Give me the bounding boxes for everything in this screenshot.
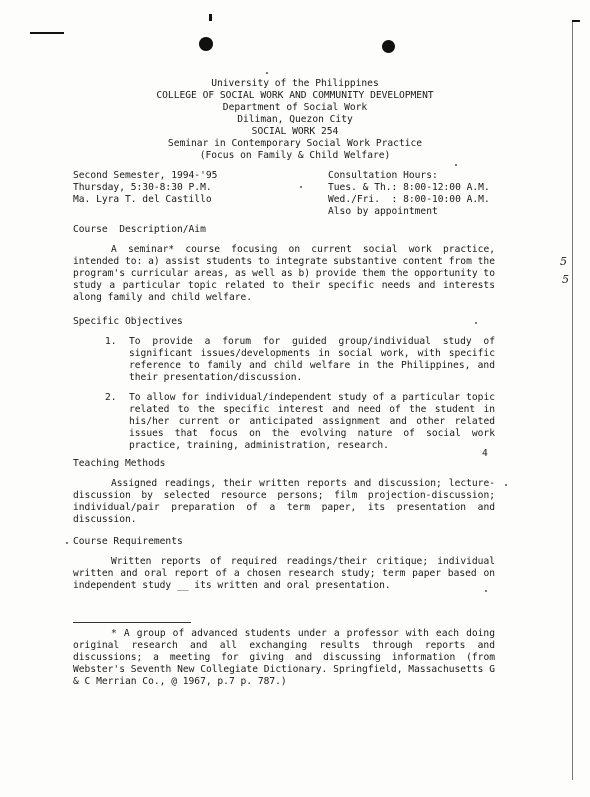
objective-number: 2. bbox=[105, 392, 117, 403]
consultation-heading: Consultation Hours: bbox=[328, 170, 438, 181]
university-name: University of the Philippines bbox=[211, 78, 379, 89]
location: Diliman, Quezon City bbox=[237, 114, 353, 125]
consultation-tue-thu: Tues. & Th.: 8:00-12:00 A.M. bbox=[328, 182, 490, 193]
objectives-heading: Specific Objectives bbox=[73, 316, 183, 327]
course-title: Seminar in Contemporary Social Work Practice bbox=[167, 138, 423, 149]
scan-speck bbox=[505, 484, 507, 486]
objective-text: To provide a forum for guided group/individual study of significant issues/developments in social work, with specific reference to family and child welfare in the Philippines, and their presentation/discussion. bbox=[129, 336, 495, 383]
handwritten-mark: 5 bbox=[562, 273, 569, 286]
footnote-rule bbox=[73, 622, 191, 623]
instructor: Ma. Lyra T. del Castillo bbox=[73, 194, 212, 205]
scan-speck bbox=[266, 72, 268, 74]
college-name: COLLEGE OF SOCIAL WORK AND COMMUNITY DEVELOPMENT bbox=[156, 90, 434, 101]
consultation-appointment: Also by appointment bbox=[328, 206, 438, 217]
scan-speck bbox=[485, 590, 487, 592]
objective-number: 1. bbox=[105, 336, 117, 347]
hole-punch-left bbox=[199, 37, 213, 51]
margin-tick-right bbox=[572, 20, 580, 22]
handwritten-mark: 5 bbox=[560, 255, 567, 268]
scan-dash-mark bbox=[30, 32, 64, 34]
scan-top-mark bbox=[209, 14, 212, 21]
semester: Second Semester, 1994-'95 bbox=[73, 170, 218, 181]
requirements-text: Written reports of required readings/their critique; individual written and oral report of a chosen research study; term paper based on independent study __ its written and oral presentation. bbox=[73, 556, 495, 591]
schedule: Thursday, 5:30-8:30 P.M. bbox=[73, 182, 212, 193]
scan-speck bbox=[66, 542, 68, 544]
scan-speck bbox=[455, 164, 457, 166]
scan-speck bbox=[300, 186, 302, 188]
course-code: SOCIAL WORK 254 bbox=[251, 126, 339, 137]
methods-text: Assigned readings, their written reports and discussion; lecture-discussion by selected resource persons; film projection-discussion; individual/pair preparation of a term paper, its presentation and discussion. bbox=[73, 478, 495, 525]
objective-text: To allow for individual/independent study of a particular topic related to the specific interest and need of the student in his/her current or anticipated assignment and other related issues that focus on the evolving nature of social work practice, training, administration, research. bbox=[129, 392, 495, 451]
footnote-text: * A group of advanced students under a professor with each doing original research and all exchanging results through reports and discussions; a meeting for giving and discussing information (from Webster's Seventh New Collegiate Dictionary. Springfield, Massachusetts G & C Merrian Co., @ 1967, p.7 p. 787.) bbox=[73, 628, 495, 687]
department-name: Department of Social Work bbox=[222, 102, 368, 113]
description-heading: Course Description/Aim bbox=[73, 224, 206, 235]
description-text: A seminar* course focusing on current social work practice, intended to: a) assist students to integrate substantive content from the program's curricular areas, as well as b) provide them the opportunity to study a particular topic related to their specific needs and interests along family and child welfare. bbox=[73, 244, 495, 303]
methods-heading: Teaching Methods bbox=[73, 458, 166, 469]
course-focus: (Focus on Family & Child Welfare) bbox=[199, 150, 391, 161]
requirements-heading: Course Requirements bbox=[73, 536, 183, 547]
consultation-wed-fri: Wed./Fri. : 8:00-10:00 A.M. bbox=[328, 194, 490, 205]
scan-speck bbox=[475, 322, 477, 324]
page-mark: 4 bbox=[482, 448, 488, 459]
hole-punch-right bbox=[380, 38, 398, 56]
